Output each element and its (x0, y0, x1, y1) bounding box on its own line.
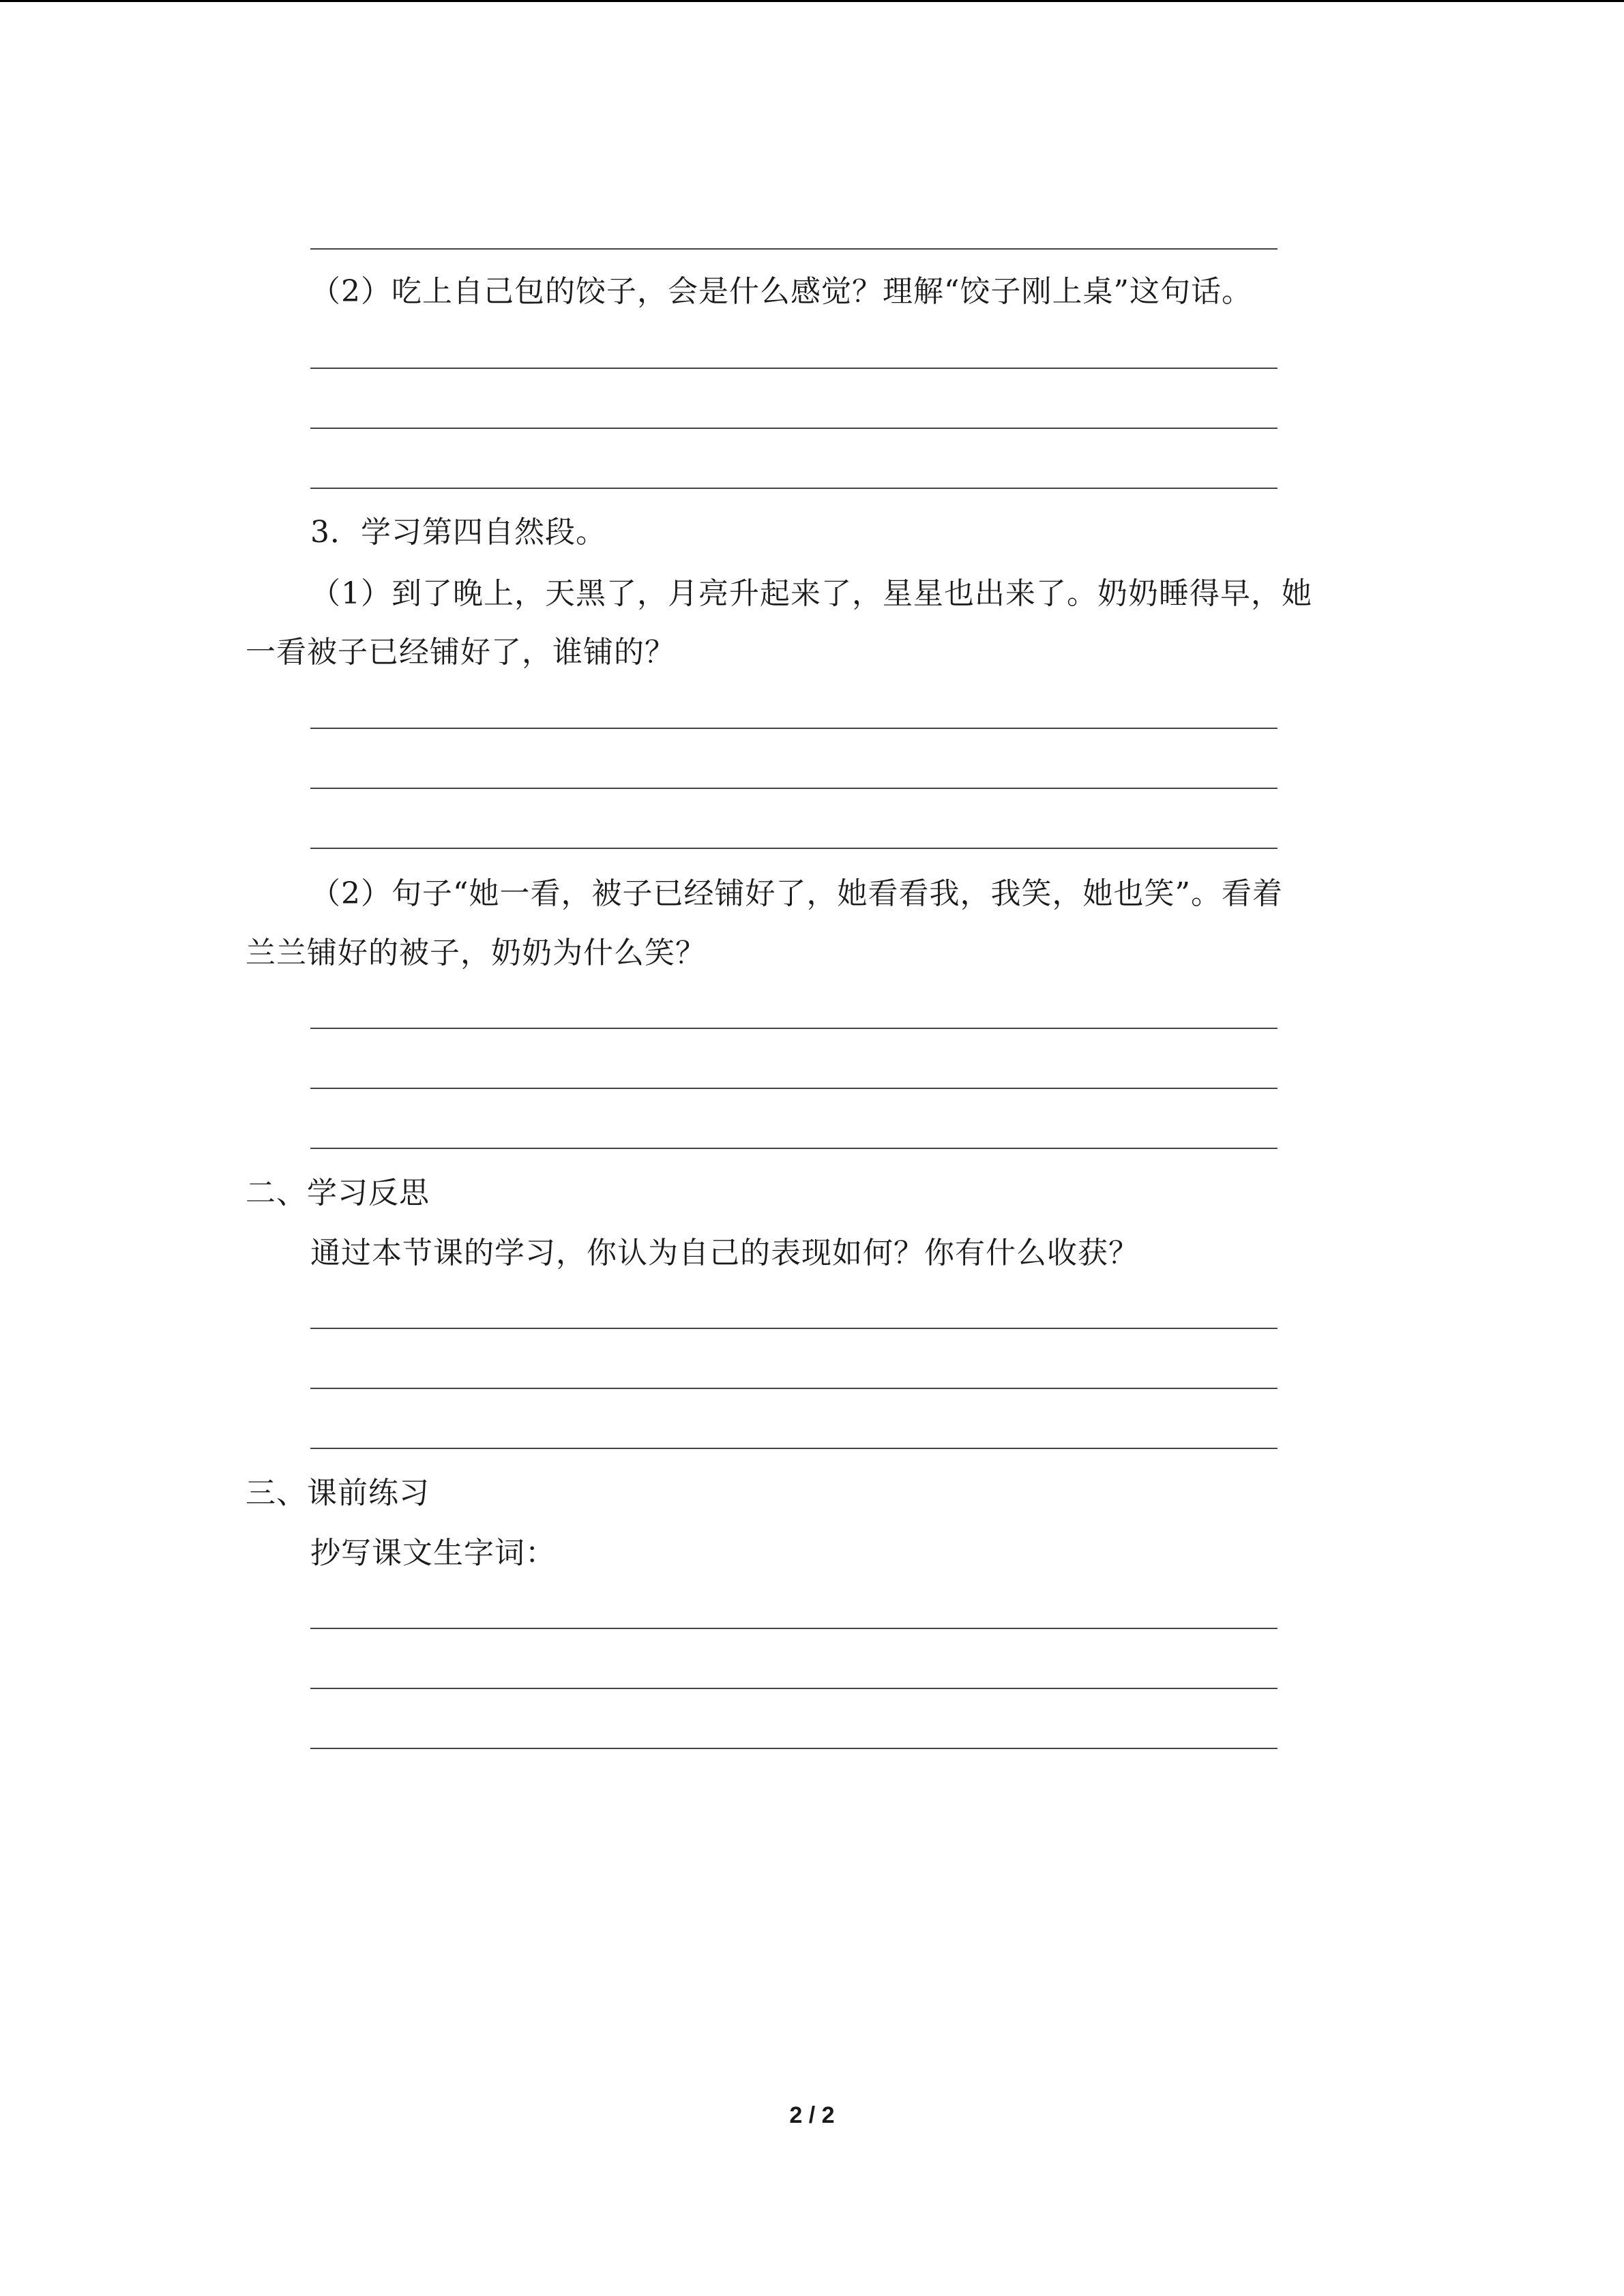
answer-line (310, 1028, 1278, 1029)
answer-line (310, 248, 1278, 250)
answer-line (310, 848, 1278, 849)
answer-line (310, 788, 1278, 789)
answer-line (310, 368, 1278, 369)
answer-line (310, 1148, 1278, 1149)
question-3-2-line-2: 兰兰铺好的被子，奶奶为什么笑？ (246, 936, 706, 970)
answer-line (310, 428, 1278, 429)
section-2-title: 二、学习反思 (246, 1176, 430, 1210)
question-3-2-line-1: （2）句子“她一看，被子已经铺好了，她看看我，我笑，她也笑”。看着 (310, 876, 1283, 911)
question-3-1-line-1: （1）到了晚上，天黑了，月亮升起来了，星星也出来了。奶奶睡得早，她 (310, 576, 1312, 611)
question-3-1-line-2: 一看被子已经铺好了，谁铺的？ (246, 635, 675, 670)
answer-line (310, 1688, 1278, 1689)
question-2-2: （2）吃上自己包的饺子，会是什么感觉？理解“饺子刚上桌”这句话。 (310, 274, 1252, 309)
answer-line (310, 1388, 1278, 1389)
answer-line (310, 1748, 1278, 1749)
section-3-prompt: 抄写课文生字词： (310, 1536, 556, 1570)
answer-line (310, 1628, 1278, 1629)
question-3-heading: 3．学习第四自然段。 (310, 515, 606, 550)
answer-line (310, 1448, 1278, 1449)
answer-line (310, 488, 1278, 489)
page-number: 2 / 2 (789, 2102, 835, 2128)
answer-line (310, 728, 1278, 729)
page-top-border (0, 0, 1624, 2)
section-3-title: 三、课前练习 (246, 1476, 430, 1510)
answer-line (310, 1328, 1278, 1329)
section-2-prompt: 通过本节课的学习，你认为自己的表现如何？你有什么收获？ (310, 1236, 1139, 1270)
answer-line (310, 1088, 1278, 1089)
